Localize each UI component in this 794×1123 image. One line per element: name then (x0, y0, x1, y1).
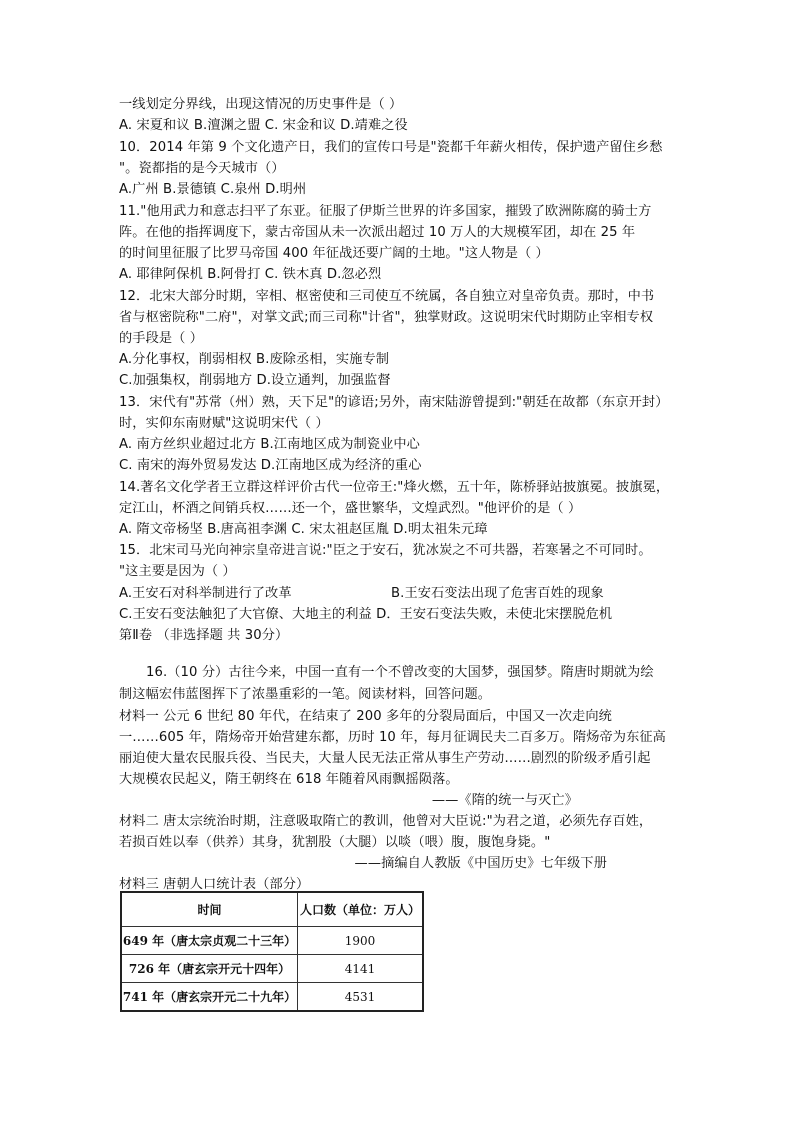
table-cell-population: 4531 (298, 983, 424, 1012)
material-1-line: 大规模农民起义，隋王朝终在 618 年随着风雨飘摇陨落。 (119, 772, 459, 787)
table-row (121, 955, 423, 983)
material-1-line: 材料一 公元 6 世纪 80 年代，在结束了 200 多年的分裂局面后，中国又一次走向统 (119, 709, 612, 724)
q11-stem-cont: 的时间里征服了比罗马帝国 400 年征战还要广阔的土地。"这人物是（ ） (119, 246, 549, 261)
table-cell-population: 4141 (298, 955, 424, 983)
q13-options-cd: C. 南宋的海外贸易发达 D.江南地区成为经济的重心 (119, 458, 422, 473)
q10-stem-cont: "。瓷都指的是今天城市（） (119, 161, 285, 176)
q10-options: A.广州 B.景德镇 C.泉州 D.明州 (119, 182, 307, 197)
table-cell-time: 726 年（唐玄宗开元十四年） (121, 955, 298, 983)
q16-intro: 16.（10 分）古往今来，中国一直有一个不曾改变的大国梦，强国梦。隋唐时期就为绘 (146, 665, 654, 680)
q12-options-ab: A.分化事权，削弱相权 B.废除丞相，实施专制 (119, 352, 390, 367)
material-2-line: 若损百姓以奉（供养）其身，犹割股（大腿）以啖（喂）腹，腹饱身毙。" (119, 835, 551, 850)
q10-stem: 10．2014 年第 9 个文化遗产日，我们的宣传口号是"瓷都千年薪火相传，保护遗产留住乡愁 (119, 140, 663, 155)
q12-stem-cont: 的手段是（ ） (119, 331, 204, 346)
table-row (121, 927, 423, 955)
q14-stem: 14.著名文化学者王立群这样评价古代一位帝王:"烽火燃，五十年，陈桥驿站披旗冕。披旗冕， (119, 480, 670, 495)
table-cell-time: 741 年（唐玄宗开元二十九年） (121, 983, 298, 1012)
section-title: 第Ⅱ卷 （非选择题 共 30分） (119, 628, 289, 643)
material-2-source: ——摘编自人教版《中国历史》七年级下册 (354, 856, 607, 871)
q14-stem-cont: 定江山，杯酒之间销兵权……还一个，盛世繁华，文煌武烈。"他评价的是（ ） (119, 501, 582, 516)
table-cell-time: 649 年（唐太宗贞观二十三年） (121, 927, 298, 955)
q9-options: A. 宋夏和议 B.澶渊之盟 C. 宋金和议 D.靖难之役 (119, 118, 408, 133)
q15-stem: 15．北宋司马光向神宗皇帝进言说:"臣之于安石，犹冰炭之不可共器，若寒暑之不可同时。 (119, 543, 652, 558)
q14-options: A. 隋文帝杨坚 B.唐高祖李渊 C. 宋太祖赵匡胤 D.明太祖朱元璋 (119, 522, 488, 537)
q9-stem-end: 一线划定分界线，出现这情况的历史事件是（ ） (119, 97, 403, 112)
material-1-line: 一……605 年，隋炀帝开始营建东都，历时 10 年，每月征调民夫二百多万。隋炀帝为东征高 (119, 730, 666, 745)
material-3-title: 材料三 唐朝人口统计表（部分） (119, 877, 310, 892)
q15-options-cd: C.王安石变法触犯了大官僚、大地主的利益 D．王安石变法失败，未使北宋摆脱危机 (119, 607, 613, 622)
q11-options: A. 耶律阿保机 B.阿骨打 C. 铁木真 D.忽必烈 (119, 267, 382, 282)
q12-options-cd: C.加强集权，削弱地方 D.设立通判，加强监督 (119, 373, 391, 388)
q12-stem-cont: 省与枢密院称"二府"，对掌文武;而三司称"计省"，独掌财政。这说明宋代时期防止宰相专权 (119, 310, 654, 325)
q12-stem: 12．北宋大部分时期，宰相、枢密使和三司使互不统属，各自独立对皇帝负责。那时，中书 (119, 289, 655, 304)
table-header-row (121, 892, 423, 927)
table-header: 人口数（单位：万人） (298, 892, 424, 927)
q15-stem-cont: "这主要是因为（ ） (119, 564, 236, 579)
q13-stem-cont: 时，实仰东南财赋"这说明宋代（ ） (119, 416, 329, 431)
table-row (121, 983, 423, 1012)
material-1-source: ——《隋的统一与灭亡》 (431, 793, 578, 808)
table-header: 时间 (121, 892, 298, 927)
q11-stem-cont: 阵。在他的指挥调度下，蒙古帝国从未一次派出超过 10 万人的大规模军团，却在 25 年 (119, 225, 636, 240)
q15-option-a: A.王安石对科举制进行了改革 (119, 586, 292, 601)
table-cell-population: 1900 (298, 927, 424, 955)
q13-stem: 13．宋代有"苏常（州）熟，天下足"的谚语;另外，南宋陆游曾提到:"朝廷在故都（东京开封） (119, 395, 669, 410)
q13-options-ab: A. 南方丝织业超过北方 B.江南地区成为制瓷业中心 (119, 437, 420, 452)
material-2-line: 材料二 唐太宗统治时期，注意吸取隋亡的教训，他曾对大臣说:"为君之道，必须先存百姓， (119, 814, 653, 829)
population-table (120, 891, 424, 1012)
material-1-line: 丽迫使大量农民服兵役、当民夫，大量人民无法正常从事生产劳动……剧烈的阶级矛盾引起 (119, 751, 651, 766)
q15-option-b: B.王安石变法出现了危害百姓的现象 (391, 586, 604, 601)
q16-intro-cont: 制这幅宏伟蓝图挥下了浓墨重彩的一笔。阅读材料，回答问题。 (119, 687, 492, 702)
q11-stem: 11."他用武力和意志扫平了东亚。征服了伊斯兰世界的许多国家，摧毁了欧洲陈腐的骑士方 (119, 204, 652, 219)
